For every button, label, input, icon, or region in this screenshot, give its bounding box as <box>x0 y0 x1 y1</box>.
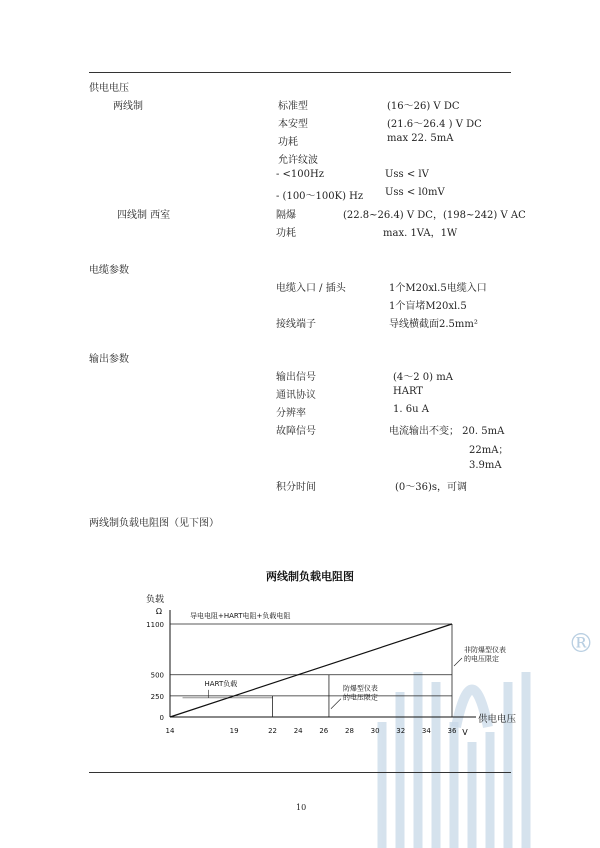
spec-value: max. 1VA，1W <box>383 228 458 239</box>
spec-key: 允许纹波 <box>278 155 318 166</box>
spec-value: HART <box>393 386 423 397</box>
ex-limit-label: 防爆型仪表 <box>342 684 378 693</box>
spec-value: 导线横截面2.5mm² <box>389 319 478 330</box>
x-tick-label: 34 <box>421 727 431 735</box>
x-tick-label: 28 <box>344 727 354 735</box>
nonex-limit-pointer <box>454 658 462 666</box>
spec-key: 隔爆 <box>276 210 296 221</box>
spec-value: Uss < lV <box>385 169 429 180</box>
series-line <box>170 624 452 717</box>
registered-mark: ® <box>568 629 594 659</box>
load-chart-note: 两线制负载电阻图（见下图） <box>89 518 219 529</box>
ex-limit-label: 的电压限定 <box>342 693 378 702</box>
x-tick-label: 30 <box>370 727 380 735</box>
spec-value: (16～26) V DC <box>387 101 460 112</box>
spec-key: 接线端子 <box>276 319 316 330</box>
four-wire-label: 四线制 西室 <box>117 210 171 221</box>
y-axis-unit: Ω <box>155 607 162 616</box>
spec-value: 电流输出不变； 20. 5mA <box>389 426 505 437</box>
spec-key: - <100Hz <box>276 169 325 180</box>
x-tick-label: 36 <box>447 727 457 735</box>
spec-value: 3.9mA <box>469 460 502 471</box>
spec-value: Uss < l0mV <box>385 187 445 198</box>
spec-key: 功耗 <box>278 137 298 148</box>
section-title-power: 供电电压 <box>89 83 129 94</box>
x-tick-label: 24 <box>293 727 303 735</box>
section-title-cable: 电缆参数 <box>89 265 129 276</box>
spec-key: 通讯协议 <box>276 390 316 401</box>
spec-value: 22mA； <box>469 445 509 456</box>
y-tick-label: 1100 <box>146 621 164 629</box>
series-label: 导电电阻+HART电阻+负载电阻 <box>190 612 291 620</box>
spec-key: 输出信号 <box>276 372 316 383</box>
spec-value: (4～2 0) mA <box>393 372 453 383</box>
load-resistance-chart <box>140 560 520 740</box>
spec-value: (0～36)s，可调 <box>395 482 468 493</box>
spec-value: (21.6～26.4 ) V DC <box>387 119 482 130</box>
y-tick-label: 0 <box>159 714 164 722</box>
nonex-limit-label: 的电压限定 <box>464 655 499 663</box>
bottom-rule <box>89 772 511 773</box>
spec-key: 积分时间 <box>276 482 316 493</box>
two-wire-label: 两线制 <box>113 101 143 112</box>
top-rule <box>89 72 511 73</box>
spec-key: 分辨率 <box>276 408 306 419</box>
x-axis-label: 供电电压 <box>478 714 517 725</box>
spec-value: 1个盲堵M20xl.5 <box>389 301 467 312</box>
spec-key: 标准型 <box>278 101 308 112</box>
y-tick-label: 500 <box>150 671 164 680</box>
spec-key: - (100～100K) Hz <box>276 191 364 202</box>
spec-value: 1. 6u A <box>393 404 429 415</box>
page-number: 10 <box>296 803 307 812</box>
hart-load-label: HART负载 <box>204 679 238 688</box>
x-tick-label: 19 <box>229 727 239 735</box>
spec-key: 故障信号 <box>276 426 316 437</box>
spec-key: 电缆入口 / 插头 <box>276 283 346 294</box>
spec-value: (22.8~26.4) V DC，(198~242) V AC <box>343 210 526 221</box>
x-tick-label: 14 <box>165 727 175 735</box>
chart-title: 两线制负载电阻图 <box>266 570 354 583</box>
spec-value: 1个M20xl.5电缆入口 <box>389 283 487 294</box>
x-tick-label: 32 <box>396 727 406 735</box>
section-title-output: 输出参数 <box>89 354 129 365</box>
x-axis-unit: V <box>462 728 468 737</box>
spec-key: 功耗 <box>276 228 296 239</box>
y-tick-label: 250 <box>150 692 164 701</box>
nonex-limit-label: 非防爆型仪表 <box>464 646 506 654</box>
y-axis-label: 负载 <box>145 595 164 605</box>
x-tick-label: 26 <box>319 727 329 735</box>
spec-value: max 22. 5mA <box>387 133 454 144</box>
x-tick-label: 22 <box>268 727 278 735</box>
ex-limit-pointer <box>331 699 341 709</box>
spec-key: 本安型 <box>278 119 308 130</box>
